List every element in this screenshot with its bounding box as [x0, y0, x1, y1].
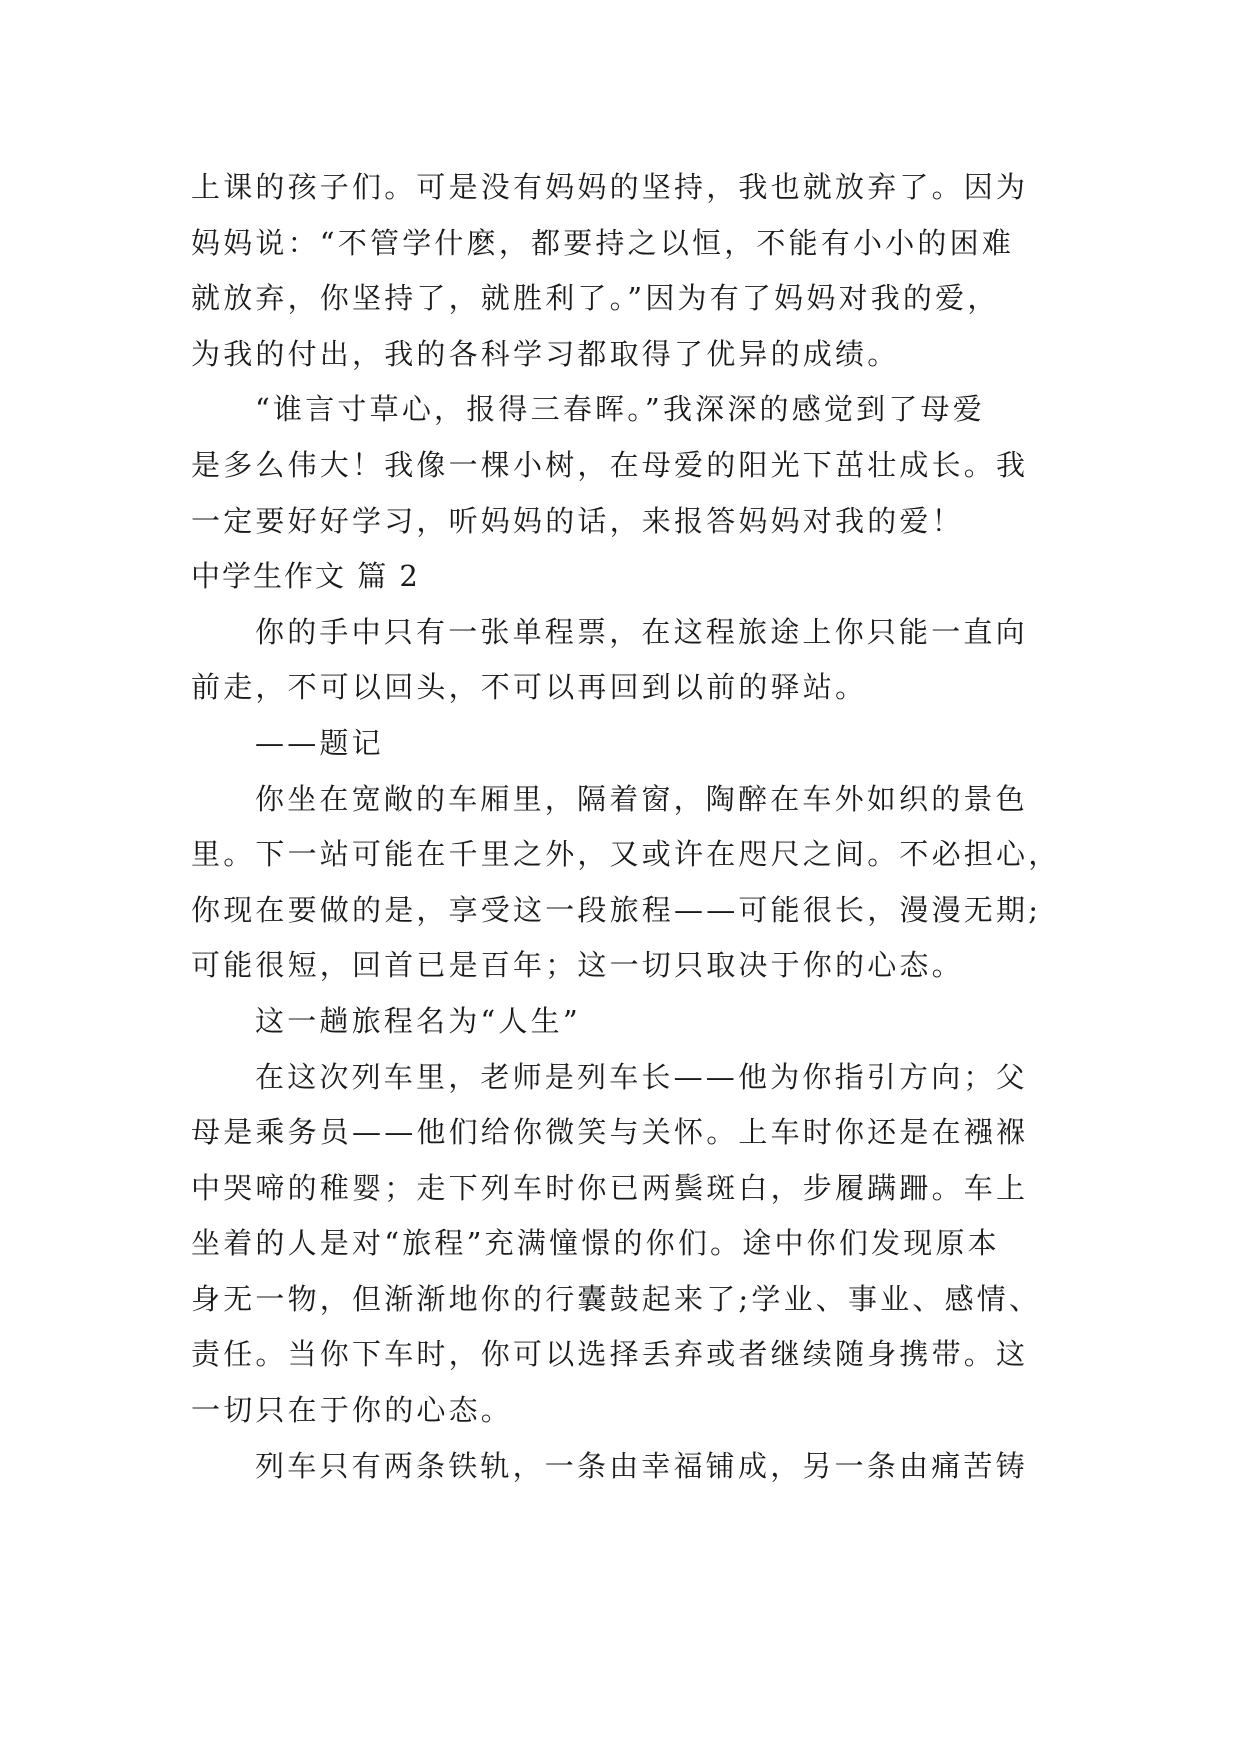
paragraph-line: 母是乘务员——他们给你微笑与关怀。上车时你还是在襁褓	[191, 1115, 1029, 1150]
paragraph-line: 在这次列车里，老师是列车长——他为你指引方向；父	[255, 1059, 1028, 1094]
paragraph-line: 是多么伟大！我像一棵小树，在母爱的阳光下茁壮成长。我	[191, 447, 1029, 482]
paragraph-line: 为我的付出，我的各科学习都取得了优异的成绩。	[191, 336, 900, 371]
epigraph-attribution: ——题记	[255, 725, 384, 760]
paragraph-line: 就放弃，你坚持了，就胜利了。”因为有了妈妈对我的爱，	[191, 281, 1000, 316]
paragraph-line: 一切只在于你的心态。	[191, 1393, 514, 1428]
paragraph-line: 一定要好好学习，听妈妈的话，来报答妈妈对我的爱！	[191, 503, 964, 538]
paragraph-line: 你的手中只有一张单程票，在这程旅途上你只能一直向	[255, 614, 1028, 649]
section-heading: 中学生作文 篇 2	[191, 559, 420, 594]
paragraph-line: 上课的孩子们。可是没有妈妈的坚持，我也就放弃了。因为	[191, 170, 1029, 204]
essay-text	[191, 160, 1061, 1494]
paragraph-line: 责任。当你下车时，你可以选择丢弃或者继续随身携带。这	[191, 1337, 1029, 1372]
paragraph-line: 你现在要做的是，享受这一段旅程——可能很长，漫漫无期;	[191, 892, 1042, 927]
paragraph-line: 前走，不可以回头，不可以再回到以前的驿站。	[191, 670, 868, 705]
paragraph-line: 坐着的人是对“旅程”充满憧憬的你们。途中你们发现原本	[191, 1226, 1000, 1261]
paragraph-line: 这一趟旅程名为“人生”	[255, 1003, 581, 1038]
paragraph-line: 列车只有两条铁轨，一条由幸福铺成，另一条由痛苦铸	[255, 1448, 1028, 1483]
paragraph-line: 身无一物，但渐渐地你的行囊鼓起来了;学业、事业、感情、	[191, 1281, 1042, 1316]
paragraph-line: 可能很短，回首已是百年；这一切只取决于你的心态。	[191, 948, 964, 983]
paragraph-line: 中哭啼的稚婴；走下列车时你已两鬓斑白，步履蹒跚。车上	[191, 1170, 1029, 1205]
paragraph-line: “谁言寸草心，报得三春晖。”我深深的感觉到了母爱	[255, 392, 985, 427]
paragraph-line: 你坐在宽敞的车厢里，隔着窗，陶醉在车外如织的景色	[255, 781, 1028, 816]
paragraph-line: 妈妈说：“不管学什麽，都要持之以恒，不能有小小的困难	[191, 225, 1015, 260]
paragraph-line: 里。下一站可能在千里之外，又或许在咫尺之间。不必担心，	[191, 837, 1061, 872]
